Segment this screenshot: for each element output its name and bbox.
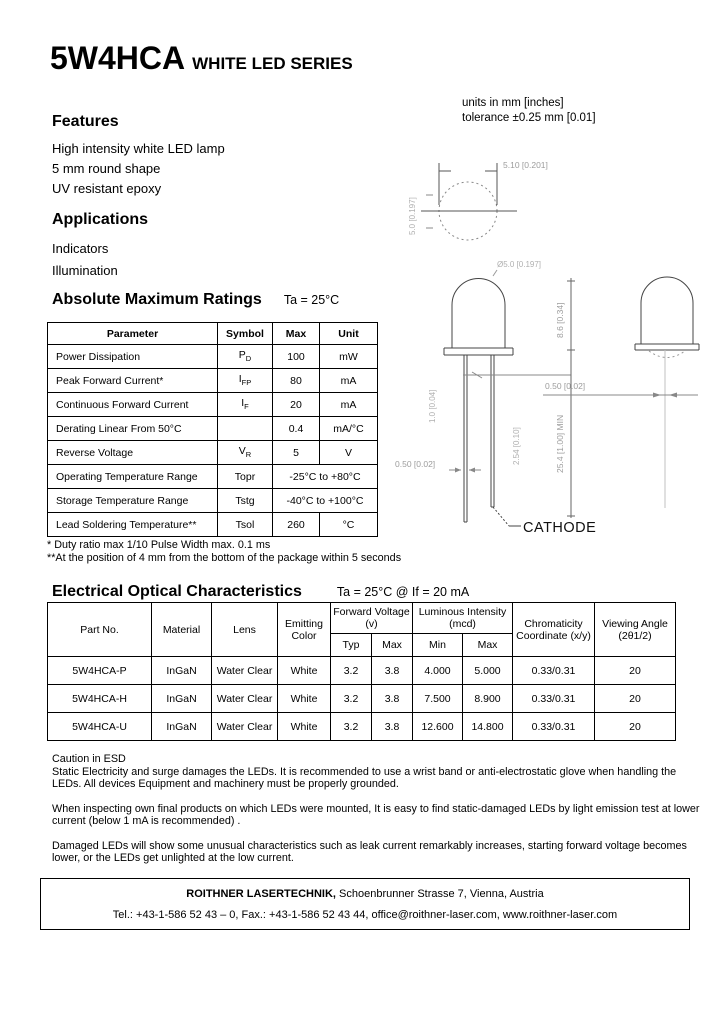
page-title: 5W4HCA <box>50 40 186 76</box>
cathode-label: CATHODE <box>523 520 597 536</box>
led-package-diagram <box>393 143 713 553</box>
applications-section <box>52 211 148 282</box>
amr-parameter-cell: Reverse Voltage <box>48 441 218 465</box>
amr-max-cell: 5 <box>273 441 320 465</box>
eoc-table-body <box>48 657 676 741</box>
amr-parameter-cell: Continuous Forward Current <box>48 393 218 417</box>
amr-range-cell: -25°C to +80°C <box>273 465 378 489</box>
eoc-cell: 5.000 <box>463 657 513 685</box>
table-row <box>48 441 378 465</box>
eoc-col-luminous-intensity: Luminous Intensity (mcd) <box>413 603 513 634</box>
eoc-col-min: Min <box>413 634 463 657</box>
eoc-cell: 0.33/0.31 <box>513 685 595 713</box>
footer-company: ROITHNER LASERTECHNIK, <box>186 888 336 900</box>
eoc-table <box>47 602 676 741</box>
eoc-col-typ: Typ <box>331 634 372 657</box>
eoc-cell: White <box>278 657 331 685</box>
amr-parameter-cell: Storage Temperature Range <box>48 489 218 513</box>
eoc-col-emitting-color: Emitting Color <box>278 603 331 657</box>
eoc-cell: Water Clear <box>212 713 278 741</box>
dim-label-lead-pitch: 2.54 [0.10] <box>512 427 521 465</box>
table-row <box>48 513 378 537</box>
footer-contact-line: Tel.: +43-1-586 52 43 – 0, Fax.: +43-1-586 52 43 44, office@roithner-laser.com, www.roithner-laser.com <box>112 909 618 921</box>
table-row <box>48 417 378 441</box>
eoc-col-partno: Part No. <box>48 603 152 657</box>
eoc-heading: Electrical Optical Characteristics <box>52 583 302 600</box>
eoc-cell: 8.900 <box>463 685 513 713</box>
amr-parameter-cell: Lead Soldering Temperature** <box>48 513 218 537</box>
dim-label-lead-thickness-left: 0.50 [0.02] <box>395 459 436 469</box>
dim-label-lead-length: 25.4 [1.00] MIN <box>555 414 565 473</box>
eoc-cell: 20 <box>595 713 676 741</box>
amr-table-body <box>48 345 378 537</box>
feature-item: UV resistant epoxy <box>52 181 162 196</box>
application-item: Indicators <box>52 241 109 256</box>
eoc-cell: 3.2 <box>331 657 372 685</box>
eoc-col-material: Material <box>152 603 212 657</box>
amr-symbol-cell: Topr <box>218 465 273 489</box>
table-row <box>48 489 378 513</box>
amr-symbol-cell: $I_F$ <box>218 393 273 417</box>
dim-label-topview-vertical: 5.0 [0.197] <box>408 197 417 235</box>
amr-symbol-cell: $I_{FP}$ <box>218 369 273 393</box>
eoc-cell: 20 <box>595 657 676 685</box>
amr-max-cell: 0.4 <box>273 417 320 441</box>
amr-max-cell: 100 <box>273 345 320 369</box>
amr-col-parameter: Parameter <box>48 323 218 345</box>
amr-symbol-cell: $V_R$ <box>218 441 273 465</box>
amr-unit-cell: mA <box>320 393 378 417</box>
amr-unit-cell: mA <box>320 369 378 393</box>
tolerance-line: tolerance ±0.25 mm [0.01] <box>462 112 596 124</box>
eoc-cell: 12.600 <box>413 713 463 741</box>
eoc-cell: 5W4HCA-H <box>48 685 152 713</box>
eoc-cell: 3.8 <box>372 657 413 685</box>
eoc-col-viewing-angle: Viewing Angle (2θ1/2) <box>595 603 676 657</box>
amr-condition: Ta = 25°C <box>283 293 340 307</box>
eoc-cell: 3.8 <box>372 685 413 713</box>
eoc-cell: Water Clear <box>212 657 278 685</box>
eoc-cell: Water Clear <box>212 685 278 713</box>
caution-heading: Caution in ESD <box>52 753 126 765</box>
amr-symbol-cell: Tsol <box>218 513 273 537</box>
eoc-col-max: Max <box>372 634 413 657</box>
eoc-col-forward-voltage: Forward Voltage (v) <box>331 603 413 634</box>
eoc-cell: 5W4HCA-U <box>48 713 152 741</box>
amr-symbol-cell: Tstg <box>218 489 273 513</box>
amr-heading: Absolute Maximum Ratings <box>52 291 262 308</box>
amr-unit-cell: °C <box>320 513 378 537</box>
footnote: * Duty ratio max 1/10 Pulse Width max. 0.1 ms <box>47 539 271 551</box>
eoc-condition: Ta = 25°C @ If = 20 mA <box>336 585 470 599</box>
amr-parameter-cell: Operating Temperature Range <box>48 465 218 489</box>
dim-label-lens-diameter: Ø5.0 [0.197] <box>497 260 542 269</box>
applications-heading: Applications <box>52 211 149 228</box>
dim-label-top-diameter: 5.10 [0.201] <box>503 160 548 170</box>
amr-unit-cell: V <box>320 441 378 465</box>
amr-parameter-cell: Peak Forward Current* <box>48 369 218 393</box>
eoc-col-max2: Max <box>463 634 513 657</box>
table-row <box>48 713 676 741</box>
eoc-col-lens: Lens <box>212 603 278 657</box>
table-row <box>48 685 676 713</box>
amr-symbol-cell <box>218 417 273 441</box>
amr-footnotes <box>47 539 401 565</box>
amr-max-cell: 80 <box>273 369 320 393</box>
amr-unit-cell: mA/°C <box>320 417 378 441</box>
amr-max-cell: 20 <box>273 393 320 417</box>
eoc-cell: 3.2 <box>331 713 372 741</box>
footer-company-line <box>41 888 689 900</box>
feature-item: 5 mm round shape <box>52 161 161 176</box>
table-row <box>48 465 378 489</box>
eoc-cell: 0.33/0.31 <box>513 713 595 741</box>
eoc-cell: White <box>278 713 331 741</box>
footnote: **At the position of 4 mm from the bottom of the package within 5 seconds <box>47 552 402 564</box>
eoc-cell: 3.8 <box>372 713 413 741</box>
eoc-cell: 4.000 <box>413 657 463 685</box>
amr-parameter-cell: Power Dissipation <box>48 345 218 369</box>
amr-symbol-cell: $P_D$ <box>218 345 273 369</box>
application-item: Illumination <box>52 263 118 278</box>
caution-section <box>52 753 700 877</box>
table-row <box>48 345 378 369</box>
units-note <box>462 96 596 126</box>
eoc-cell: 20 <box>595 685 676 713</box>
amr-parameter-cell: Derating Linear From 50°C <box>48 417 218 441</box>
dim-label-body-height: 8.6 [0.34] <box>555 302 565 338</box>
feature-item: High intensity white LED lamp <box>52 141 225 156</box>
amr-header-row <box>48 323 378 345</box>
amr-heading-row <box>52 291 339 309</box>
eoc-col-chromaticity: Chromaticity Coordinate (x/y) <box>513 603 595 657</box>
amr-max-cell: 260 <box>273 513 320 537</box>
eoc-cell: White <box>278 685 331 713</box>
eoc-cell: InGaN <box>152 685 212 713</box>
caution-paragraph: Static Electricity and surge damages the LEDs. It is recommended to use a wrist band or anti-electrostatic glove when handling the LEDs. All devices Equipment and machinery must be properly grounded. <box>52 765 677 790</box>
units-line: units in mm [inches] <box>462 97 564 109</box>
features-section <box>52 113 225 199</box>
eoc-cell: 7.500 <box>413 685 463 713</box>
eoc-cell: InGaN <box>152 657 212 685</box>
eoc-header-row-1 <box>48 603 676 634</box>
footer-address: Schoenbrunner Strasse 7, Vienna, Austria <box>336 888 544 900</box>
caution-paragraph: Damaged LEDs will show some unusual characteristics such as leak current remarkably increases, starting forward voltage becomes lower, or the LEDs get unlighted at the low current. <box>52 839 687 864</box>
eoc-cell: 5W4HCA-P <box>48 657 152 685</box>
dim-label-standoff: 1.0 [0.04] <box>428 389 437 423</box>
amr-col-unit: Unit <box>320 323 378 345</box>
dim-label-lead-thickness-right: 0.50 [0.02] <box>545 381 586 391</box>
amr-unit-cell: mW <box>320 345 378 369</box>
page-subtitle: WHITE LED SERIES <box>192 54 353 73</box>
caution-paragraph: When inspecting own final products on which LEDs were mounted, It is easy to find static-damaged LEDs by light emission test at lower current (below 1 mA is recommended) . <box>52 802 700 827</box>
footer-box <box>40 878 690 930</box>
table-row <box>48 369 378 393</box>
title-block <box>50 40 353 77</box>
eoc-cell: 3.2 <box>331 685 372 713</box>
eoc-cell: InGaN <box>152 713 212 741</box>
eoc-heading-row <box>52 583 469 601</box>
table-row <box>48 393 378 417</box>
features-heading: Features <box>52 113 119 130</box>
table-row <box>48 657 676 685</box>
eoc-cell: 14.800 <box>463 713 513 741</box>
amr-range-cell: -40°C to +100°C <box>273 489 378 513</box>
eoc-cell: 0.33/0.31 <box>513 657 595 685</box>
amr-col-symbol: Symbol <box>218 323 273 345</box>
amr-table <box>47 322 378 537</box>
amr-col-max: Max <box>273 323 320 345</box>
